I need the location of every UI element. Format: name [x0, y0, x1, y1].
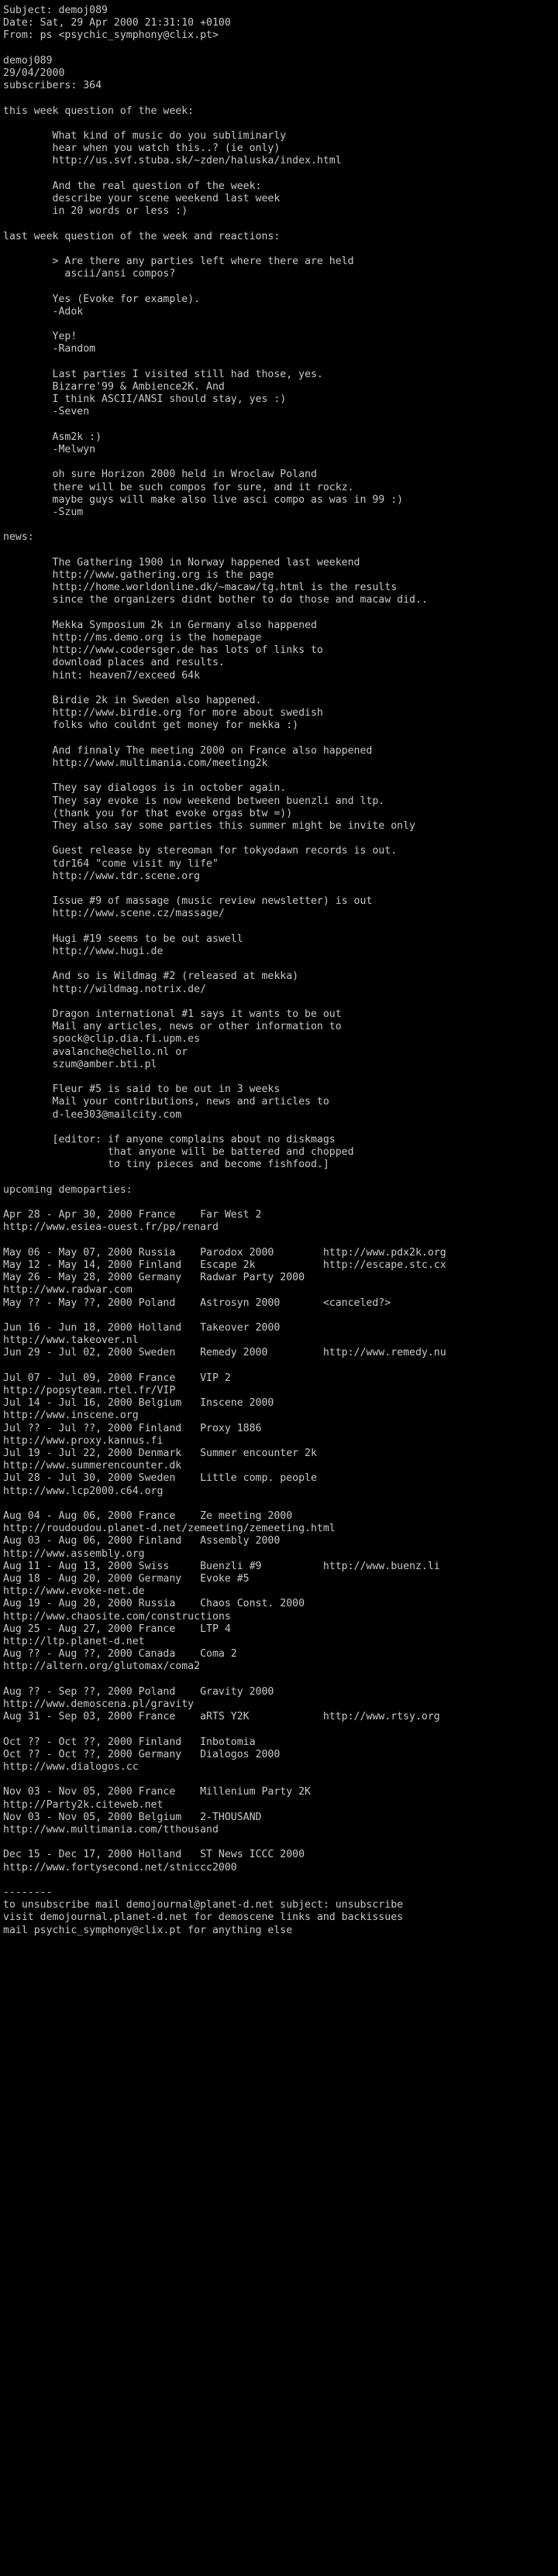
text-line	[3, 1071, 558, 1084]
text-line: to unsubscribe mail demojournal@planet-d.net subject: unsubscribe	[3, 1899, 404, 1911]
text-line: They say dialogos is in october again.	[3, 782, 287, 795]
text-line	[3, 419, 558, 431]
text-line: Asm2k :)	[3, 431, 102, 443]
text-line: tdr164 "come visit my life"	[3, 857, 219, 870]
text-line	[3, 280, 558, 293]
text-line: this week question of the week:	[3, 105, 195, 117]
text-line: Jul 28 - Jul 30, 2000 Sweden Little comp. people	[3, 1472, 317, 1485]
text-line: Mail any articles, news or other information to	[3, 1021, 342, 1033]
text-line: avalanche@chello.nl or	[3, 1046, 188, 1058]
text-line: May 26 - May 28, 2000 Germany Radwar Party 2000	[3, 1272, 305, 1284]
text-line: Jul ?? - Jul ??, 2000 Finland Proxy 1886	[3, 1422, 262, 1434]
text-line: --------	[3, 1886, 53, 1898]
text-line	[3, 1360, 558, 1372]
text-line: http://www.radwar.com	[3, 1284, 133, 1297]
text-line: What kind of music do you subliminarly	[3, 129, 287, 142]
text-line: http://popsyteam.rtel.fr/VIP	[3, 1384, 176, 1396]
text-line: Nov 03 - Nov 05, 2000 Belgium 2-THOUSAND	[3, 1811, 262, 1823]
text-line: From: ps <psychic_symphony@clix.pt>	[3, 29, 219, 42]
text-line: szum@amber.bti.pl	[3, 1058, 157, 1070]
text-line	[3, 1310, 558, 1322]
text-line: hint: heaven7/exceed 64k	[3, 669, 201, 682]
text-line: http://us.svf.stuba.sk/~zden/haluska/index.html	[3, 155, 342, 167]
text-line: http://www.assembly.org	[3, 1547, 145, 1560]
text-line: May 06 - May 07, 2000 Russia Parodox 2000 http://www.pdx2k.org	[3, 1246, 446, 1259]
text-line: Oct ?? - Oct ??, 2000 Finland Inbotomia	[3, 1736, 256, 1748]
text-line: Jul 07 - Jul 09, 2000 France VIP 2	[3, 1372, 231, 1384]
text-line: May 12 - May 14, 2000 Finland Escape 2k http://escape.stc.cx	[3, 1259, 446, 1271]
text-line: Yep!	[3, 331, 78, 343]
text-line: They also say some parties this summer might be invite only	[3, 819, 415, 832]
text-line: news:	[3, 531, 34, 544]
text-line: -Szum	[3, 506, 84, 518]
text-line: subscribers: 364	[3, 80, 102, 92]
text-line: Dragon international #1 says it wants to be out	[3, 1008, 342, 1020]
text-line: -Melwyn	[3, 443, 96, 455]
text-line	[3, 682, 558, 695]
text-line	[3, 243, 558, 256]
text-line	[3, 168, 558, 180]
text-line: http://ltp.planet-d.net	[3, 1635, 145, 1647]
text-line: http://www.birdie.org for more about swedish	[3, 707, 323, 720]
text-line: 29/04/2000	[3, 67, 65, 79]
text-line: Yes (Evoke for example).	[3, 293, 201, 305]
text-line: oh sure Horizon 2000 held in Wroclaw Poland	[3, 469, 317, 481]
text-line	[3, 1874, 558, 1887]
text-line: http://www.summerencounter.dk	[3, 1460, 182, 1472]
text-line	[3, 1836, 558, 1849]
text-line: http://www.esiea-ouest.fr/pp/renard	[3, 1221, 219, 1234]
text-line	[3, 318, 558, 331]
text-line: download places and results.	[3, 657, 225, 669]
text-line: The Gathering 1900 in Norway happened last weekend	[3, 556, 360, 568]
text-line: Aug ?? - Sep ??, 2000 Poland Gravity 2000	[3, 1685, 274, 1698]
text-line: Jul 19 - Jul 22, 2000 Denmark Summer encounter 2k	[3, 1447, 317, 1459]
text-line: Subject: demoj089	[3, 5, 108, 16]
text-line: And finnaly The meeting 2000 on France also happened	[3, 744, 373, 757]
text-line: http://www.takeover.nl	[3, 1334, 139, 1347]
text-line: since the organizers didnt bother to do those and macaw did..	[3, 594, 428, 606]
text-line: that anyone will be battered and chopped	[3, 1146, 354, 1159]
text-line: http://www.chaosite.com/constructions	[3, 1610, 231, 1623]
text-line: Hugi #19 seems to be out aswell	[3, 933, 243, 945]
text-line: ascii/ansi compos?	[3, 268, 176, 280]
text-line: Last parties I visited still had those, yes.	[3, 368, 323, 380]
text-line	[3, 883, 558, 895]
text-line: May ?? - May ??, 2000 Poland Astrosyn 2000 <canceled?>	[3, 1297, 391, 1309]
text-line: http://www.demoscena.pl/gravity	[3, 1698, 195, 1710]
text-line: visit demojournal.planet-d.net for demoscene links and backissues	[3, 1911, 404, 1924]
text-line: d-lee303@mailcity.com	[3, 1108, 182, 1121]
text-line: Birdie 2k in Sweden also happened.	[3, 694, 262, 706]
text-line	[3, 218, 558, 230]
text-line: Guest release by stereoman for tokyodawn records is out.	[3, 845, 398, 857]
text-line: to tiny pieces and become fishfood.]	[3, 1159, 329, 1171]
text-line	[3, 958, 558, 970]
text-line: Nov 03 - Nov 05, 2000 France Millenium Party 2K	[3, 1786, 311, 1798]
text-line: Dec 15 - Dec 17, 2000 Holland ST News ICCC 2000	[3, 1849, 305, 1861]
text-line: http://www.codersger.de has lots of links to	[3, 644, 323, 657]
text-line	[3, 1197, 558, 1209]
text-line	[3, 770, 558, 782]
text-line	[3, 1723, 558, 1736]
text-line: Jun 29 - Jul 02, 2000 Sweden Remedy 2000 http://www.remedy.nu	[3, 1347, 446, 1359]
text-line: Aug ?? - Aug ??, 2000 Canada Coma 2	[3, 1648, 237, 1661]
text-line	[3, 356, 558, 369]
text-line: And the real question of the week:	[3, 180, 262, 192]
text-line	[3, 544, 558, 557]
text-line: http://www.hugi.de	[3, 945, 164, 957]
text-line: http://www.multimania.com/tthousand	[3, 1823, 219, 1836]
text-line: Aug 03 - Aug 06, 2000 Finland Assembly 2000	[3, 1535, 281, 1547]
text-line: demoj089	[3, 54, 53, 67]
text-line: http://www.dialogos.cc	[3, 1760, 139, 1773]
text-line: Aug 31 - Sep 03, 2000 France aRTS Y2K http://www.rtsy.org	[3, 1711, 440, 1723]
text-line	[3, 43, 558, 55]
text-line: Date: Sat, 29 Apr 2000 21:31:10 +0100	[3, 17, 231, 29]
text-line: Aug 19 - Aug 20, 2000 Russia Chaos Const. 2000	[3, 1598, 305, 1610]
text-line	[3, 1235, 558, 1247]
text-line: Issue #9 of massage (music review newsletter) is out	[3, 895, 373, 908]
text-line: http://wildmag.notrix.de/	[3, 983, 207, 995]
text-line: describe your scene weekend last week	[3, 192, 281, 204]
text-line: maybe guys will make also live asci compo as was in 99 :)	[3, 493, 404, 506]
text-line: Jul 14 - Jul 16, 2000 Belgium Inscene 2000	[3, 1397, 274, 1410]
text-line: Aug 04 - Aug 06, 2000 France Ze meeting 2000	[3, 1510, 293, 1522]
text-line: And so is Wildmag #2 (released at mekka)	[3, 970, 299, 983]
text-line	[3, 519, 558, 531]
text-line: http://www.scene.cz/massage/	[3, 908, 225, 920]
text-line: Oct ?? - Oct ??, 2000 Germany Dialogos 2000	[3, 1748, 281, 1760]
text-line	[3, 1498, 558, 1510]
text-line: -Adok	[3, 305, 84, 318]
text-line	[3, 456, 558, 469]
text-line: Mekka Symposium 2k in Germany also happened	[3, 619, 317, 631]
text-line: http://roudoudou.planet-d.net/zemeeting/zemeeting.html	[3, 1523, 336, 1535]
text-line: http://home.worldonline.dk/~macaw/tg.html is the results	[3, 582, 398, 594]
text-line: http://www.lcp2000.c64.org	[3, 1485, 164, 1497]
text-line: spock@clip.dia.fi.upm.es	[3, 1033, 201, 1046]
text-line: I think ASCII/ANSI should stay, yes :)	[3, 393, 287, 406]
text-line: > Are there any parties left where there are held	[3, 255, 354, 267]
text-line: http://ms.demo.org is the homepage	[3, 631, 262, 644]
text-line	[3, 118, 558, 130]
text-line	[3, 1774, 558, 1786]
text-line: Bizarre'99 & Ambience2K. And	[3, 380, 225, 393]
text-line: http://www.tdr.scene.org	[3, 870, 201, 882]
text-line: Apr 28 - Apr 30, 2000 France Far West 2	[3, 1209, 262, 1221]
text-line: http://Party2k.citeweb.net	[3, 1798, 164, 1811]
text-line: http://www.evoke-net.de	[3, 1585, 145, 1598]
text-line: Aug 18 - Aug 20, 2000 Germany Evoke #5	[3, 1572, 250, 1585]
text-line: Mail your contributions, news and articles to	[3, 1096, 329, 1108]
text-line	[3, 1121, 558, 1134]
text-line: mail psychic_symphony@clix.pt for anything else	[3, 1924, 293, 1936]
text-line: folks who couldnt get money for mekka :)	[3, 720, 299, 732]
text-line: -Seven	[3, 406, 90, 418]
text-line: Fleur #5 is said to be out in 3 weeks	[3, 1084, 281, 1096]
text-line	[3, 607, 558, 620]
text-line	[3, 996, 558, 1008]
text-line: Jun 16 - Jun 18, 2000 Holland Takeover 2000	[3, 1321, 281, 1334]
text-line: [editor: if anyone complains about no diskmags	[3, 1133, 336, 1145]
text-line	[3, 1674, 558, 1686]
text-line	[3, 733, 558, 745]
text-line: Aug 11 - Aug 13, 2000 Swiss Buenzli #9 http://www.buenz.li	[3, 1560, 440, 1572]
text-line: upcoming demoparties:	[3, 1183, 133, 1196]
text-line: http://www.gathering.org is the page	[3, 568, 274, 581]
text-line: in 20 words or less :)	[3, 205, 188, 218]
text-line: They say evoke is now weekend between buenzli and ltp.	[3, 795, 385, 807]
text-line	[3, 921, 558, 933]
text-line: http://www.inscene.org	[3, 1410, 139, 1422]
text-line	[3, 1172, 558, 1184]
text-line: (thank you for that evoke orgas btw =))	[3, 807, 293, 819]
text-line: http://www.multimania.com/meeting2k	[3, 757, 268, 769]
text-line: -Random	[3, 343, 96, 355]
text-line: http://altern.org/glutomax/coma2	[3, 1661, 201, 1673]
text-line: http://www.fortysecond.net/stniccc2000	[3, 1861, 237, 1874]
text-line	[3, 92, 558, 105]
text-line: http://www.proxy.kannus.fi	[3, 1434, 164, 1447]
text-line: last week question of the week and reactions:	[3, 230, 281, 242]
text-line: there will be such compos for sure, and it rockz.	[3, 481, 354, 493]
text-line: hear when you watch this..? (ie only)	[3, 143, 281, 155]
text-line	[3, 833, 558, 845]
text-line: Aug 25 - Aug 27, 2000 France LTP 4	[3, 1623, 231, 1635]
